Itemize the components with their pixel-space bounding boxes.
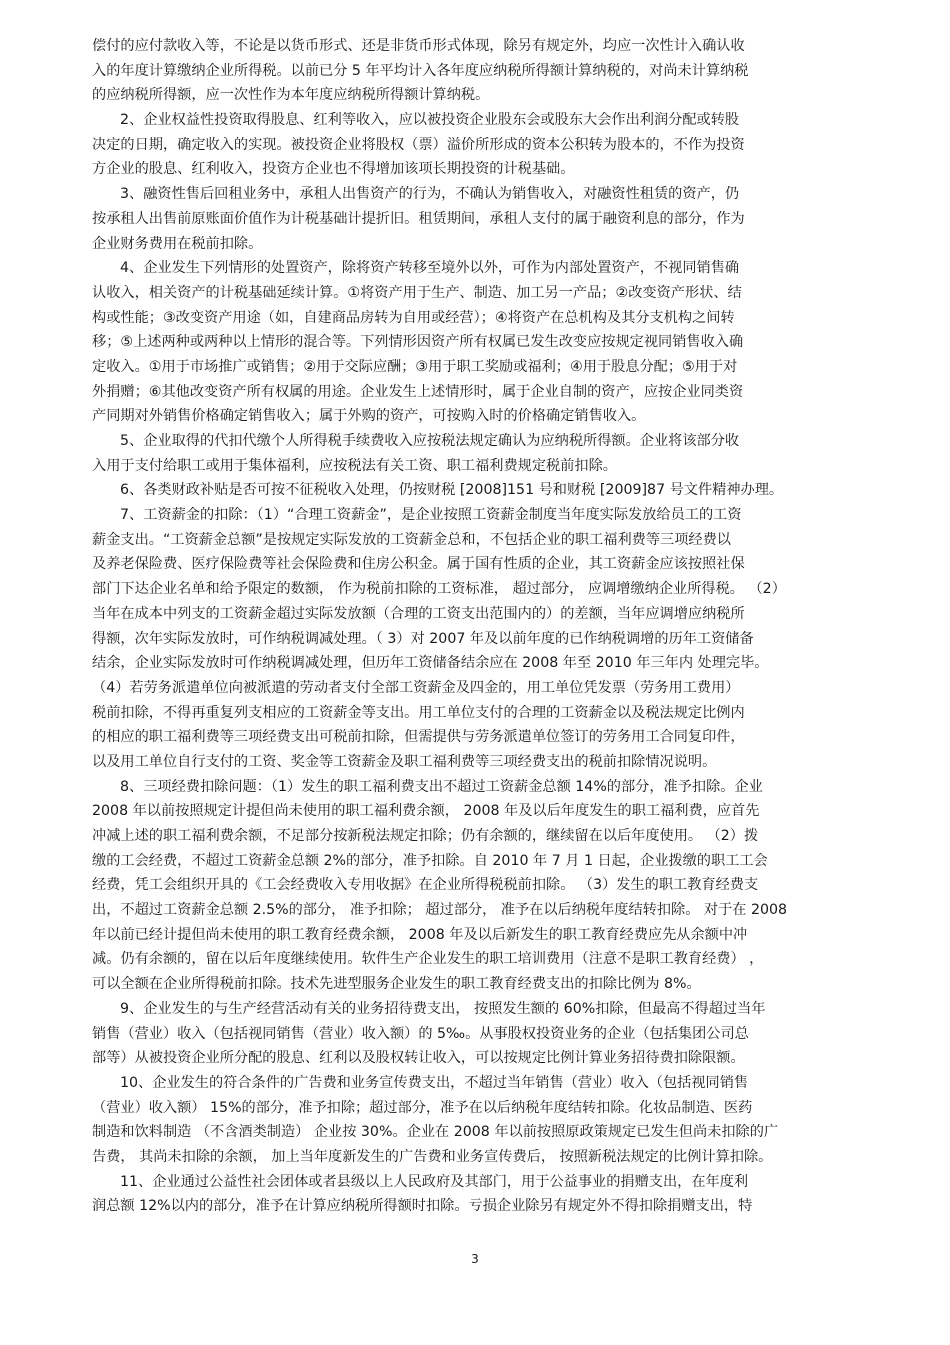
paragraph-start-line: 2、企业权益性投资取得股息、红利等收入，应以被投资企业股东会或股东大会作出利润分配或转股 (120, 112, 740, 129)
text-line: 外捐赠；⑥其他改变资产所有权属的用途。企业发生上述情形时，属于企业自制的资产，应按企业同类资 (92, 383, 744, 400)
paragraph-start-line: 4、企业发生下列情形的处置资产，除将资产转移至境外以外，可作为内部处置资产，不视同销售确 (120, 260, 740, 277)
text-line: 及养老保险费、医疗保险费等社会保险费和住房公积金。属于国有性质的企业，其工资薪金应该按照社保 (92, 556, 745, 573)
text-line: 以及用工单位自行支付的工资、奖金等工资薪金及职工福利费等三项经费支出的税前扣除情况说明。 (92, 753, 717, 770)
page-number: 3 (471, 1252, 479, 1266)
text-line: 可以全额在企业所得税前扣除。技术先进型服务企业发生的职工教育经费支出的扣除比例为 8%。 (92, 976, 701, 993)
text-line: 的相应的职工福利费等三项经费支出可税前扣除，但需提供与劳务派遣单位签订的劳务用工合同复印件， (92, 729, 745, 746)
text-line: 冲减上述的职工福利费余额，不足部分按新税法规定扣除；仍有余额的，继续留在以后年度使用。 （2）拨 (92, 828, 759, 844)
text-line: 认收入，相关资产的计税基础延续计算。①将资产用于生产、制造、加工另一产品；②改变资产形状、结 (92, 284, 742, 301)
text-line: 的应纳税所得额，应一次性作为本年度应纳税所得额计算纳税。 (92, 87, 490, 104)
paragraph-start-line: 11、企业通过公益性社会团体或者县级以上人民政府及其部门，用于公益事业的捐赠支出，在年度利 (120, 1173, 749, 1190)
text-line: 结余，企业实际发放时可作纳税调减处理，但历年工资储备结余应在 2008 年至 2010 年三年内 处理完毕。 (92, 655, 769, 672)
text-line: 税前扣除，不得再重复列支相应的工资薪金等支出。用工单位支付的合理的工资薪金以及税法规定比例内 (92, 704, 745, 721)
text-line: 得额，次年实际发放时，可作纳税调减处理。（ 3）对 2007 年及以前年度的已作纳税调增的历年工资储备 (92, 630, 754, 647)
document-body (92, 34, 862, 1219)
text-line: 部等）从被投资企业所分配的股息、红利以及股权转让收入，可以按规定比例计算业务招待费扣除限额。 (92, 1050, 745, 1067)
text-line: 制造和饮料制造 （不含酒类制造） 企业按 30%。企业在 2008 年以前按照原政策规定已发生但尚未扣除的广 (92, 1124, 779, 1141)
text-line: 年以前已经计提但尚未使用的职工教育经费余额， 2008 年及以后新发生的职工教育经费应先从余额中冲 (92, 926, 748, 943)
text-line: 入用于支付给职工或用于集体福利，应按税法有关工资、职工福利费规定税前扣除。 (92, 457, 617, 474)
text-line: 部门下达企业名单和给予限定的数额， 作为税前扣除的工资标准， 超过部分， 应调增缴纳企业所得税。 （2） (92, 581, 786, 598)
text-line: 决定的日期，确定收入的实现。被投资企业将股权（票）溢价所形成的资本公积转为股本的，不作为投资 (92, 136, 745, 153)
text-line: 方企业的股息、红利收入，投资方企业也不得增加该项长期投资的计税基础。 (92, 161, 575, 178)
paragraph-start-line: 7、工资薪金的扣除：（1）“合理工资薪金”，是企业按照工资薪金制度当年度实际发放给员工的工资 (120, 507, 742, 524)
paragraph-start-line: 6、各类财政补贴是否可按不征税收入处理，仍按财税 [2008]151 号和财税 [2009]87 号文件精神办理。 (120, 482, 784, 499)
text-line: 缴的工会经费，不超过工资薪金总额 2%的部分，准予扣除。自 2010 年 7 月 1 日起，企业拨缴的职工工会 (92, 852, 768, 869)
paragraph-start-line: 9、企业发生的与生产经营活动有关的业务招待费支出， 按照发生额的 60%扣除，但最高不得超过当年 (120, 1000, 766, 1017)
text-line: （4）若劳务派遣单位向被派遣的劳动者支付全部工资薪金及四金的，用工单位凭发票（劳务用工费用） (92, 679, 740, 696)
paragraph-start-line: 8、三项经费扣除问题：（1）发生的职工福利费支出不超过工资薪金总额 14%的部分，准予扣除。企业 (120, 778, 763, 795)
text-line: 润总额 12%以内的部分，准予在计算应纳税所得额时扣除。亏损企业除另有规定外不得扣除捐赠支出，特 (92, 1198, 753, 1215)
text-line: 偿付的应付款收入等，不论是以货币形式、还是非货币形式体现，除另有规定外，均应一次性计入确认收 (92, 38, 745, 54)
paragraph-start-line: 3、融资性售后回租业务中，承租人出售资产的行为，不确认为销售收入，对融资性租赁的资产，仍 (120, 186, 740, 203)
text-line: 产同期对外销售价格确定销售收入；属于外购的资产，可按购入时的价格确定销售收入。 (92, 408, 646, 425)
text-line: 告费， 其尚未扣除的余额， 加上当年度新发生的广告费和业务宣传费后， 按照新税法规定的比例计算扣除。 (92, 1148, 773, 1165)
text-line: 按承租人出售前原账面价值作为计税基础计提折旧。租赁期间，承租人支付的属于融资利息的部分，作为 (92, 210, 745, 227)
text-line: 薪金支出。“工资薪金总额”是按规定实际发放的工资薪金总和，不包括企业的职工福利费等三项经费以 (92, 531, 731, 548)
text-line: 销售（营业）收入（包括视同销售（营业）收入额）的 5‰。从事股权投资业务的企业（包括集团公司总 (92, 1025, 749, 1042)
text-line: 经费，凭工会组织开具的《工会经费收入专用收据》在企业所得税税前扣除。 （3）发生的职工教育经费支 (92, 877, 759, 894)
text-line: 入的年度计算缴纳企业所得税。以前已分 5 年平均计入各年度应纳税所得额计算纳税的，对尚未计算纳税 (92, 62, 749, 79)
text-line: 当年在成本中列支的工资薪金超过实际发放额（合理的工资支出范围内的）的差额，当年应调增应纳税所 (92, 605, 745, 622)
text-line: 企业财务费用在税前扣除。 (92, 235, 263, 252)
paragraph-start-line: 10、企业发生的符合条件的广告费和业务宣传费支出，不超过当年销售（营业）收入（包括视同销售 (120, 1074, 749, 1091)
paragraph-start-line: 5、企业取得的代扣代缴个人所得税手续费收入应按税法规定确认为应纳税所得额。企业将该部分收 (120, 433, 740, 449)
text-line: 移；⑤上述两种或两种以上情形的混合等。下列情形因资产所有权属已发生改变应按规定视同销售收入确 (92, 334, 744, 351)
text-line: 减。仍有余额的，留在以后年度继续使用。软件生产企业发生的职工培训费用（注意不是职工教育经费） ， (92, 951, 764, 968)
text-line: 2008 年以前按照规定计提但尚未使用的职工福利费余额， 2008 年及以后年度发生的职工福利费，应首先 (92, 803, 760, 820)
text-line: 构或性能；③改变资产用途（如，自建商品房转为自用或经营）；④将资产在总机构及其分支机构之间转 (92, 309, 735, 326)
text-line: 出，不超过工资薪金总额 2.5%的部分， 准予扣除； 超过部分， 准予在以后纳税年度结转扣除。 对于在 2008 (92, 902, 788, 919)
text-line: 定收入。①用于市场推广或销售；②用于交际应酬；③用于职工奖励或福利；④用于股息分配；⑤用于对 (92, 358, 738, 375)
text-line: （营业）收入额） 15%的部分，准予扣除；超过部分，准予在以后纳税年度结转扣除。化妆品制造、医药 (92, 1099, 753, 1116)
